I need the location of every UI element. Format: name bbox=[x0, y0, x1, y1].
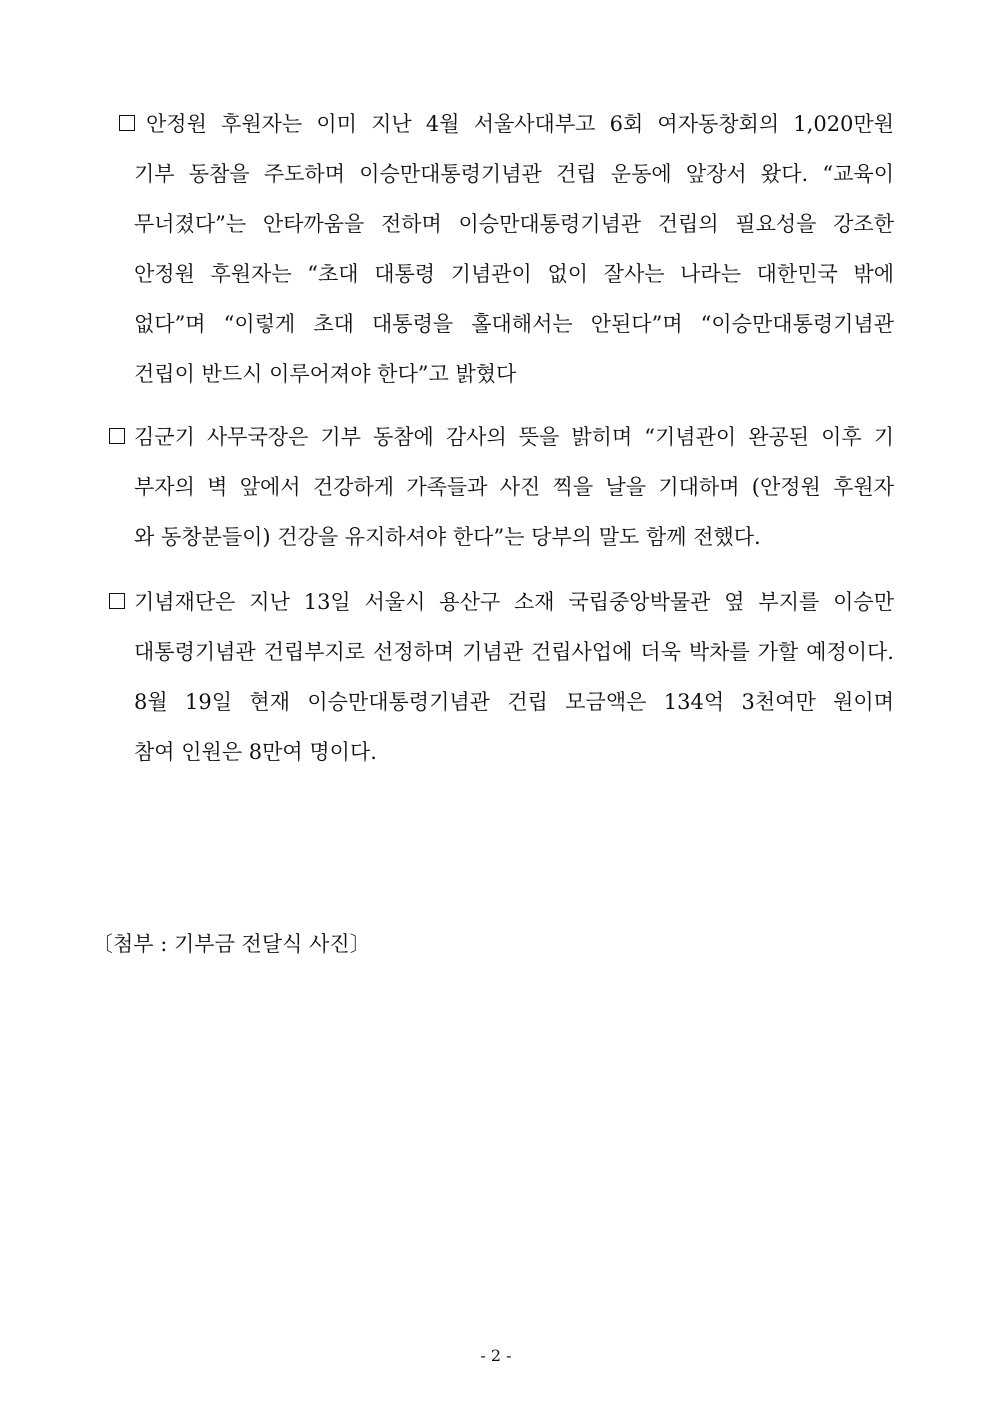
checkbox-bullet-icon bbox=[109, 593, 125, 609]
paragraph-line: 김군기 사무국장은 기부 동참에 감사의 뜻을 밝히며 “기념관이 완공된 이후 기 bbox=[134, 425, 894, 449]
paragraph-line: 기념재단은 지난 13일 서울시 용산구 소재 국립중앙박물관 옆 부지를 이승만 bbox=[134, 590, 894, 614]
paragraph-line: 무너졌다”는 안타까움을 전하며 이승만대통령기념관 건립의 필요성을 강조한 bbox=[134, 212, 894, 236]
paragraph-line: 와 동창분들이) 건강을 유지하셔야 한다”는 당부의 말도 함께 전했다. bbox=[134, 525, 761, 549]
paragraph-line: 기부 동참을 주도하며 이승만대통령기념관 건립 운동에 앞장서 왔다. “교육이 bbox=[134, 162, 894, 186]
paragraph-line: 안정원 후원자는 “초대 대통령 기념관이 없이 잘사는 나라는 대한민국 밖에 bbox=[134, 262, 894, 286]
attachment-note: 〔첨부 : 기부금 전달식 사진〕 bbox=[92, 932, 371, 956]
paragraph-line: 안정원 후원자는 이미 지난 4월 서울사대부고 6회 여자동창회의 1,020만원 bbox=[146, 112, 894, 136]
checkbox-bullet-icon bbox=[119, 115, 135, 131]
paragraph-line: 8월 19일 현재 이승만대통령기념관 건립 모금액은 134억 3천여만 원이며 bbox=[134, 690, 894, 714]
paragraph-line: 건립이 반드시 이루어져야 한다”고 밝혔다 bbox=[134, 362, 517, 386]
paragraph-line: 대통령기념관 건립부지로 선정하며 기념관 건립사업에 더욱 박차를 가할 예정이다. bbox=[134, 640, 894, 664]
paragraph-line: 참여 인원은 8만여 명이다. bbox=[134, 740, 377, 764]
paragraph-line: 부자의 벽 앞에서 건강하게 가족들과 사진 찍을 날을 기대하며 (안정원 후원자 bbox=[134, 475, 894, 499]
page-number: - 2 - bbox=[480, 1346, 512, 1365]
paragraph-line: 없다”며 “이렇게 초대 대통령을 홀대해서는 안된다”며 “이승만대통령기념관 bbox=[134, 312, 894, 336]
checkbox-bullet-icon bbox=[109, 428, 125, 444]
